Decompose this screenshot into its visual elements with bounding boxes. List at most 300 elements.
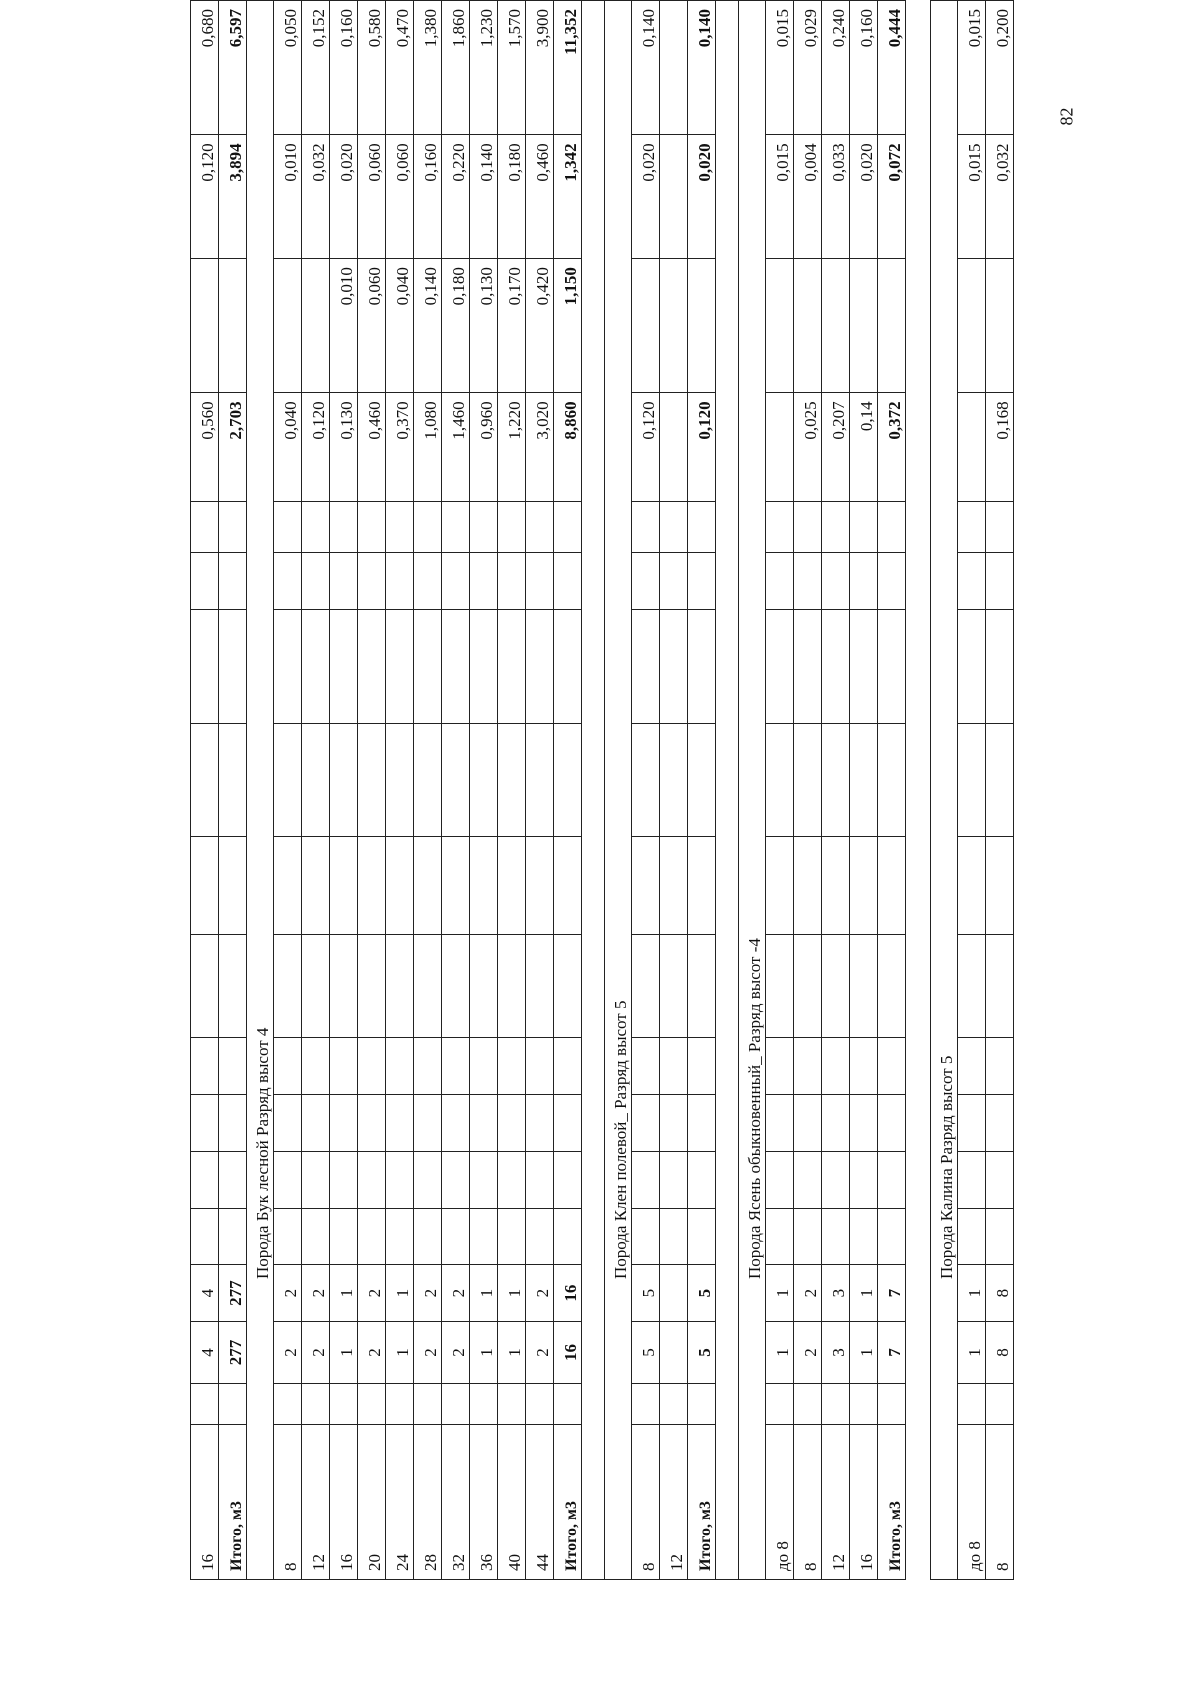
value-cell: 3,020 [526, 393, 554, 501]
value-cell: 0,015 [958, 1, 986, 135]
empty-cell [660, 553, 688, 610]
empty-cell [632, 1095, 660, 1152]
empty-cell [191, 501, 219, 553]
value-cell: 1,150 [554, 259, 582, 393]
value-cell: 0,015 [766, 135, 794, 259]
empty-cell [219, 1383, 247, 1424]
empty-cell [498, 723, 526, 837]
value-cell [302, 259, 330, 393]
empty-cell [766, 935, 794, 1038]
value-cell [660, 1322, 688, 1384]
empty-cell [822, 837, 850, 935]
empty-cell [191, 837, 219, 935]
empty-cell [526, 1208, 554, 1265]
empty-cell [191, 723, 219, 837]
value-cell [688, 259, 716, 393]
empty-cell [386, 1038, 414, 1095]
empty-cell [766, 1151, 794, 1208]
value-cell [660, 393, 688, 501]
value-cell: 0,040 [386, 259, 414, 393]
row-label-cell: 40 [498, 1425, 526, 1580]
empty-cell [191, 1383, 219, 1424]
value-cell: 2 [526, 1322, 554, 1384]
empty-cell [986, 501, 1014, 553]
empty-cell [274, 553, 302, 610]
empty-cell [632, 723, 660, 837]
empty-cell [330, 935, 358, 1038]
value-cell: 8 [986, 1265, 1014, 1322]
empty-cell [330, 837, 358, 935]
empty-cell [498, 1383, 526, 1424]
row-label-cell: 28 [414, 1425, 442, 1580]
empty-cell [822, 723, 850, 837]
row-label-cell: 36 [470, 1425, 498, 1580]
empty-cell [330, 1038, 358, 1095]
value-cell [632, 259, 660, 393]
value-cell: 1,380 [414, 1, 442, 135]
empty-cell [632, 1208, 660, 1265]
empty-cell [958, 723, 986, 837]
empty-cell [986, 610, 1014, 724]
row-label-cell: 20 [358, 1425, 386, 1580]
empty-cell [688, 1095, 716, 1152]
empty-cell [986, 837, 1014, 935]
empty-cell [632, 553, 660, 610]
empty-cell [554, 837, 582, 935]
empty-cell [632, 1151, 660, 1208]
empty-cell [526, 553, 554, 610]
empty-cell [470, 837, 498, 935]
empty-cell [660, 501, 688, 553]
table-row [766, 1, 794, 1580]
empty-cell [470, 1208, 498, 1265]
value-cell: 0,180 [498, 135, 526, 259]
empty-cell [822, 1038, 850, 1095]
empty-cell [526, 501, 554, 553]
separator-cell [582, 1, 605, 1580]
value-cell: 0,140 [632, 1, 660, 135]
empty-cell [878, 935, 906, 1038]
value-cell: 2 [358, 1265, 386, 1322]
empty-cell [414, 1208, 442, 1265]
empty-cell [958, 1038, 986, 1095]
empty-cell [766, 723, 794, 837]
empty-cell [302, 1038, 330, 1095]
empty-cell [302, 1151, 330, 1208]
empty-cell [414, 610, 442, 724]
value-cell: 0,372 [878, 393, 906, 501]
empty-cell [526, 1095, 554, 1152]
empty-cell [526, 1038, 554, 1095]
section-title: Порода Клен полевой_ Разряд высот 5 [605, 1, 632, 1580]
value-cell [660, 135, 688, 259]
empty-cell [688, 1383, 716, 1424]
empty-cell [414, 723, 442, 837]
empty-cell [526, 723, 554, 837]
value-cell: 1 [498, 1265, 526, 1322]
total-row [688, 1, 716, 1580]
empty-cell [958, 553, 986, 610]
empty-cell [850, 935, 878, 1038]
empty-cell [688, 1151, 716, 1208]
empty-cell [302, 1383, 330, 1424]
empty-cell [766, 501, 794, 553]
empty-cell [660, 610, 688, 724]
value-cell: 8 [986, 1322, 1014, 1384]
empty-cell [850, 1151, 878, 1208]
row-label-cell: 16 [850, 1425, 878, 1580]
empty-cell [386, 723, 414, 837]
empty-cell [219, 1208, 247, 1265]
table-row [470, 1, 498, 1580]
empty-cell [526, 1151, 554, 1208]
value-cell: 0,444 [878, 1, 906, 135]
value-cell: 2 [794, 1322, 822, 1384]
empty-cell [442, 837, 470, 935]
empty-cell [191, 935, 219, 1038]
value-cell: 3,900 [526, 1, 554, 135]
table-row [386, 1, 414, 1580]
empty-cell [358, 1038, 386, 1095]
empty-cell [470, 553, 498, 610]
value-cell: 1,230 [470, 1, 498, 135]
row-label-cell: Итого, м3 [219, 1425, 247, 1580]
empty-cell [219, 1038, 247, 1095]
empty-cell [688, 1038, 716, 1095]
empty-cell [386, 1151, 414, 1208]
table-row [850, 1, 878, 1580]
empty-cell [358, 935, 386, 1038]
value-cell: 0,580 [358, 1, 386, 135]
empty-cell [554, 553, 582, 610]
empty-cell [274, 837, 302, 935]
empty-cell [219, 259, 247, 393]
value-cell: 7 [878, 1265, 906, 1322]
empty-cell [498, 935, 526, 1038]
table-row [191, 1, 219, 1580]
empty-cell [554, 935, 582, 1038]
empty-cell [470, 1383, 498, 1424]
empty-cell [526, 837, 554, 935]
empty-cell [330, 723, 358, 837]
empty-cell [274, 1095, 302, 1152]
empty-cell [688, 837, 716, 935]
empty-cell [386, 501, 414, 553]
empty-cell [632, 935, 660, 1038]
empty-cell [878, 610, 906, 724]
value-cell: 0,560 [191, 393, 219, 501]
empty-cell [442, 1151, 470, 1208]
empty-cell [386, 553, 414, 610]
empty-cell [302, 610, 330, 724]
empty-cell [358, 837, 386, 935]
empty-cell [986, 553, 1014, 610]
empty-cell [414, 1095, 442, 1152]
empty-cell [794, 837, 822, 935]
empty-cell [794, 1151, 822, 1208]
table-row [660, 1, 688, 1580]
empty-cell [850, 1038, 878, 1095]
empty-cell [386, 1095, 414, 1152]
empty-cell [498, 1208, 526, 1265]
empty-cell [766, 1095, 794, 1152]
value-cell: 1 [470, 1265, 498, 1322]
total-row [878, 1, 906, 1580]
value-cell: 0,160 [414, 135, 442, 259]
empty-cell [470, 723, 498, 837]
empty-cell [794, 501, 822, 553]
empty-cell [470, 1038, 498, 1095]
value-cell: 2,703 [219, 393, 247, 501]
value-cell: 1,220 [498, 393, 526, 501]
value-cell: 0,140 [414, 259, 442, 393]
empty-cell [660, 1208, 688, 1265]
empty-cell [878, 1208, 906, 1265]
empty-cell [302, 1095, 330, 1152]
empty-cell [219, 723, 247, 837]
row-label-cell: до 8 [958, 1425, 986, 1580]
value-cell: 2 [302, 1265, 330, 1322]
value-cell: 4 [191, 1265, 219, 1322]
empty-cell [986, 723, 1014, 837]
value-cell: 16 [554, 1265, 582, 1322]
empty-cell [850, 837, 878, 935]
table-row [632, 1, 660, 1580]
empty-cell [632, 501, 660, 553]
value-cell: 0,140 [688, 1, 716, 135]
separator-row [716, 1, 739, 1580]
value-cell: 0,130 [470, 259, 498, 393]
value-cell: 5 [688, 1322, 716, 1384]
value-cell: 1 [470, 1322, 498, 1384]
empty-cell [958, 1151, 986, 1208]
empty-cell [358, 610, 386, 724]
value-cell: 1 [498, 1322, 526, 1384]
value-cell: 16 [554, 1322, 582, 1384]
empty-cell [878, 837, 906, 935]
section-title-row [931, 1, 958, 1580]
empty-cell [414, 501, 442, 553]
value-cell: 2 [442, 1265, 470, 1322]
empty-cell [386, 935, 414, 1038]
value-cell: 0,14 [850, 393, 878, 501]
value-cell: 0,015 [958, 135, 986, 259]
empty-cell [958, 1095, 986, 1152]
value-cell: 2 [794, 1265, 822, 1322]
empty-cell [386, 610, 414, 724]
empty-cell [442, 553, 470, 610]
empty-cell [878, 1151, 906, 1208]
empty-cell [986, 1383, 1014, 1424]
empty-cell [822, 1151, 850, 1208]
row-label-cell: 44 [526, 1425, 554, 1580]
empty-cell [850, 1208, 878, 1265]
empty-cell [878, 553, 906, 610]
row-label-cell: до 8 [766, 1425, 794, 1580]
empty-cell [219, 1151, 247, 1208]
value-cell: 0,120 [191, 135, 219, 259]
value-cell [822, 259, 850, 393]
empty-cell [191, 1208, 219, 1265]
value-cell [958, 259, 986, 393]
value-cell: 5 [632, 1322, 660, 1384]
separator-cell [716, 1, 739, 1580]
empty-cell [302, 501, 330, 553]
empty-cell [191, 610, 219, 724]
empty-cell [358, 1095, 386, 1152]
empty-cell [191, 1151, 219, 1208]
empty-cell [302, 553, 330, 610]
empty-cell [632, 610, 660, 724]
empty-cell [822, 1208, 850, 1265]
empty-cell [274, 1038, 302, 1095]
empty-cell [878, 723, 906, 837]
empty-cell [274, 501, 302, 553]
value-cell: 6,597 [219, 1, 247, 135]
value-cell: 0,015 [766, 1, 794, 135]
empty-cell [191, 1038, 219, 1095]
empty-cell [219, 553, 247, 610]
empty-cell [414, 553, 442, 610]
empty-cell [498, 1038, 526, 1095]
value-cell: 0,020 [330, 135, 358, 259]
empty-cell [878, 501, 906, 553]
empty-cell [358, 553, 386, 610]
empty-cell [794, 610, 822, 724]
section-title: Порода Бук лесной Разряд высот 4 [247, 1, 274, 1580]
section-title-row [739, 1, 766, 1580]
row-label-cell: Итого, м3 [554, 1425, 582, 1580]
table-row [958, 1, 986, 1580]
value-cell: 0,200 [986, 1, 1014, 135]
empty-cell [191, 259, 219, 393]
table-row [330, 1, 358, 1580]
value-cell: 0,130 [330, 393, 358, 501]
page-number: 82 [1056, 107, 1077, 126]
empty-cell [554, 1095, 582, 1152]
value-cell: 1,860 [442, 1, 470, 135]
empty-cell [850, 610, 878, 724]
empty-cell [219, 837, 247, 935]
empty-cell [274, 610, 302, 724]
value-cell: 0,004 [794, 135, 822, 259]
empty-cell [822, 553, 850, 610]
value-cell [878, 259, 906, 393]
value-cell: 1,080 [414, 393, 442, 501]
empty-cell [688, 935, 716, 1038]
value-cell: 2 [274, 1322, 302, 1384]
value-cell: 0,220 [442, 135, 470, 259]
empty-cell [554, 610, 582, 724]
value-cell: 0,207 [822, 393, 850, 501]
empty-cell [274, 1208, 302, 1265]
value-cell: 11,352 [554, 1, 582, 135]
value-cell: 2 [414, 1265, 442, 1322]
value-cell: 2 [414, 1322, 442, 1384]
empty-cell [274, 935, 302, 1038]
value-cell: 1 [766, 1265, 794, 1322]
empty-cell [554, 1208, 582, 1265]
value-cell: 2 [358, 1322, 386, 1384]
empty-cell [794, 1095, 822, 1152]
section-title-row [605, 1, 632, 1580]
empty-cell [688, 1208, 716, 1265]
empty-cell [498, 501, 526, 553]
table-row [302, 1, 330, 1580]
empty-cell [688, 501, 716, 553]
empty-cell [386, 1383, 414, 1424]
empty-cell [358, 723, 386, 837]
value-cell [850, 259, 878, 393]
empty-cell [766, 1038, 794, 1095]
empty-cell [986, 1151, 1014, 1208]
empty-cell [632, 1383, 660, 1424]
empty-cell [386, 837, 414, 935]
empty-cell [414, 1151, 442, 1208]
empty-cell [191, 553, 219, 610]
empty-cell [958, 935, 986, 1038]
empty-cell [660, 837, 688, 935]
table-row [822, 1, 850, 1580]
empty-cell [766, 837, 794, 935]
empty-cell [219, 1095, 247, 1152]
empty-cell [822, 610, 850, 724]
empty-cell [330, 1383, 358, 1424]
empty-cell [414, 935, 442, 1038]
row-label-cell: 12 [302, 1425, 330, 1580]
value-cell: 1 [850, 1265, 878, 1322]
value-cell: 0,025 [794, 393, 822, 501]
empty-cell [358, 1208, 386, 1265]
row-label-cell: 24 [386, 1425, 414, 1580]
value-cell: 1 [958, 1322, 986, 1384]
total-row [554, 1, 582, 1580]
empty-cell [526, 935, 554, 1038]
value-cell [986, 259, 1014, 393]
value-cell: 0,032 [302, 135, 330, 259]
value-cell [660, 1, 688, 135]
value-cell: 1 [766, 1322, 794, 1384]
value-cell: 1 [850, 1322, 878, 1384]
section-title-row [247, 1, 274, 1580]
empty-cell [386, 1208, 414, 1265]
empty-cell [498, 553, 526, 610]
value-cell: 2 [274, 1265, 302, 1322]
value-cell: 0,460 [358, 393, 386, 501]
empty-cell [470, 501, 498, 553]
timber-volume-table [190, 0, 906, 1580]
value-cell: 0,152 [302, 1, 330, 135]
value-cell: 0,170 [498, 259, 526, 393]
row-label-cell: 16 [330, 1425, 358, 1580]
empty-cell [660, 1095, 688, 1152]
value-cell: 0,120 [632, 393, 660, 501]
empty-cell [766, 1383, 794, 1424]
value-cell: 2 [442, 1322, 470, 1384]
value-cell: 0,060 [358, 259, 386, 393]
value-cell: 277 [219, 1322, 247, 1384]
empty-cell [554, 1383, 582, 1424]
empty-cell [632, 1038, 660, 1095]
empty-cell [822, 1095, 850, 1152]
value-cell [766, 393, 794, 501]
value-cell: 0,033 [822, 135, 850, 259]
value-cell: 0,460 [526, 135, 554, 259]
value-cell: 0,020 [632, 135, 660, 259]
value-cell: 0,010 [330, 259, 358, 393]
empty-cell [878, 1095, 906, 1152]
empty-cell [219, 935, 247, 1038]
